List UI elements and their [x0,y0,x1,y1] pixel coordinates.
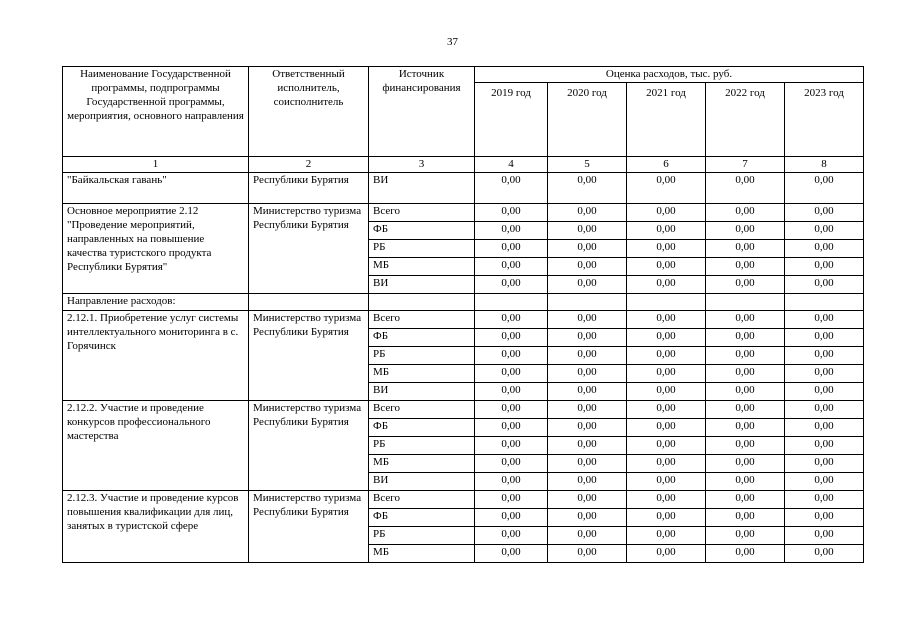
table-row [63,491,864,509]
cost-value: 0,00 [785,329,864,347]
cost-value: 0,00 [548,240,627,258]
table-row [63,173,864,204]
cost-value: 0,00 [706,365,785,383]
cost-value: 0,00 [627,329,706,347]
cost-value: 0,00 [548,419,627,437]
cost-value: 0,00 [475,311,548,329]
cost-value: 0,00 [706,437,785,455]
column-number: 2 [249,157,369,173]
cost-value: 0,00 [706,222,785,240]
funding-source: ВИ [369,276,475,294]
cost-value: 0,00 [785,491,864,509]
empty-cell [706,294,785,311]
executor: Министерство туризма Республики Бурятия [249,311,369,401]
cost-value: 0,00 [627,527,706,545]
column-number: 1 [63,157,249,173]
cost-value: 0,00 [627,311,706,329]
cost-value: 0,00 [785,473,864,491]
cost-value: 0,00 [706,509,785,527]
cost-value: 0,00 [706,527,785,545]
cost-value: 0,00 [627,509,706,527]
empty-cell [627,294,706,311]
cost-value: 0,00 [706,240,785,258]
cost-value: 0,00 [627,347,706,365]
funding-source: МБ [369,455,475,473]
empty-cell [548,294,627,311]
cost-value: 0,00 [785,419,864,437]
funding-source: РБ [369,347,475,365]
cost-value: 0,00 [475,276,548,294]
cost-value: 0,00 [475,329,548,347]
cost-value: 0,00 [785,401,864,419]
cost-value: 0,00 [548,329,627,347]
cost-value: 0,00 [785,509,864,527]
funding-source: ВИ [369,383,475,401]
cost-value: 0,00 [475,240,548,258]
cost-value: 0,00 [627,204,706,222]
funding-source: Всего [369,401,475,419]
cost-value: 0,00 [475,383,548,401]
cost-value: 0,00 [627,437,706,455]
activity-name: 2.12.2. Участие и проведение конкурсов профессионального мастерства [63,401,249,491]
cost-value: 0,00 [785,527,864,545]
funding-source: ФБ [369,419,475,437]
cost-value: 0,00 [548,347,627,365]
cost-value: 0,00 [627,401,706,419]
header-year: 2021 год [627,83,706,157]
funding-source: ФБ [369,329,475,347]
funding-source: МБ [369,258,475,276]
cost-value: 0,00 [785,204,864,222]
funding-source: Всего [369,204,475,222]
cost-value: 0,00 [548,455,627,473]
cost-value: 0,00 [627,419,706,437]
column-number: 6 [627,157,706,173]
cost-value: 0,00 [475,222,548,240]
table-row [63,401,864,419]
funding-source: ФБ [369,509,475,527]
cost-value: 0,00 [706,173,785,204]
cost-value: 0,00 [706,473,785,491]
cost-value: 0,00 [785,455,864,473]
table-body [63,173,864,563]
header-source: Источник финансирования [369,67,475,157]
column-number: 3 [369,157,475,173]
cost-value: 0,00 [785,437,864,455]
cost-value: 0,00 [785,222,864,240]
header-year: 2019 год [475,83,548,157]
funding-source: Всего [369,491,475,509]
cost-value: 0,00 [475,173,548,204]
cost-value: 0,00 [548,527,627,545]
executor: Республики Бурятия [249,173,369,204]
cost-value: 0,00 [475,527,548,545]
cost-value: 0,00 [627,276,706,294]
page-number: 37 [447,36,458,48]
funding-source: ВИ [369,473,475,491]
cost-value: 0,00 [548,401,627,419]
header-executor: Ответственный исполнитель, соисполнитель [249,67,369,157]
cost-value: 0,00 [785,258,864,276]
cost-value: 0,00 [548,473,627,491]
funding-source: РБ [369,240,475,258]
cost-value: 0,00 [785,311,864,329]
cost-value: 0,00 [475,258,548,276]
cost-value: 0,00 [548,311,627,329]
cost-value: 0,00 [548,437,627,455]
cost-value: 0,00 [627,365,706,383]
executor: Министерство туризма Республики Бурятия [249,204,369,294]
header-year: 2022 год [706,83,785,157]
funding-source: МБ [369,545,475,563]
cost-value: 0,00 [475,419,548,437]
cost-value: 0,00 [475,347,548,365]
header-cost: Оценка расходов, тыс. руб. [475,67,864,83]
cost-value: 0,00 [706,545,785,563]
cost-value: 0,00 [785,545,864,563]
activity-name: Основное мероприятие 2.12 "Проведение мероприятий, направленных на повышение качества туристского продукта Республики Бурятия" [63,204,249,294]
funding-source: МБ [369,365,475,383]
cost-value: 0,00 [548,491,627,509]
cost-value: 0,00 [548,204,627,222]
cost-value: 0,00 [627,491,706,509]
cost-value: 0,00 [706,347,785,365]
cost-value: 0,00 [475,401,548,419]
direction-label: Направление расходов: [63,294,249,311]
header-year: 2023 год [785,83,864,157]
column-number: 4 [475,157,548,173]
cost-value: 0,00 [475,473,548,491]
cost-value: 0,00 [475,545,548,563]
cost-value: 0,00 [706,204,785,222]
empty-cell [475,294,548,311]
cost-value: 0,00 [475,491,548,509]
cost-value: 0,00 [548,276,627,294]
table-row [63,311,864,329]
cost-value: 0,00 [706,383,785,401]
cost-value: 0,00 [627,455,706,473]
cost-value: 0,00 [475,365,548,383]
empty-cell [785,294,864,311]
cost-value: 0,00 [548,509,627,527]
cost-value: 0,00 [627,222,706,240]
cost-value: 0,00 [627,173,706,204]
cost-value: 0,00 [548,258,627,276]
cost-value: 0,00 [627,383,706,401]
activity-name: 2.12.3. Участие и проведение курсов повышения квалификации для лиц, занятых в туристской сфере [63,491,249,563]
activity-name: "Байкальская гавань" [63,173,249,204]
executor: Министерство туризма Республики Бурятия [249,491,369,563]
cost-value: 0,00 [475,437,548,455]
expense-table [62,66,864,563]
column-number: 5 [548,157,627,173]
cost-value: 0,00 [475,455,548,473]
cost-value: 0,00 [548,383,627,401]
cost-value: 0,00 [785,383,864,401]
funding-source: ФБ [369,222,475,240]
cost-value: 0,00 [475,509,548,527]
cost-value: 0,00 [548,222,627,240]
activity-name: 2.12.1. Приобретение услуг системы интеллектуального мониторинга в с. Горячинск [63,311,249,401]
column-number: 8 [785,157,864,173]
funding-source: Всего [369,311,475,329]
cost-value: 0,00 [627,240,706,258]
cost-value: 0,00 [706,311,785,329]
executor: Министерство туризма Республики Бурятия [249,401,369,491]
cost-value: 0,00 [706,491,785,509]
cost-value: 0,00 [706,419,785,437]
column-number: 7 [706,157,785,173]
funding-source: РБ [369,527,475,545]
cost-value: 0,00 [785,347,864,365]
header-year: 2020 год [548,83,627,157]
cost-value: 0,00 [706,329,785,347]
table-row [63,204,864,222]
cost-value: 0,00 [627,258,706,276]
funding-source: ВИ [369,173,475,204]
empty-cell [249,294,369,311]
cost-value: 0,00 [706,401,785,419]
cost-value: 0,00 [785,276,864,294]
cost-value: 0,00 [785,365,864,383]
cost-value: 0,00 [706,455,785,473]
cost-value: 0,00 [475,204,548,222]
cost-value: 0,00 [706,276,785,294]
cost-value: 0,00 [548,365,627,383]
cost-value: 0,00 [627,473,706,491]
funding-source: РБ [369,437,475,455]
cost-value: 0,00 [785,240,864,258]
header-name: Наименование Государственной программы, подпрограммы Государственной программы, мероприятия, основного направления [63,67,249,157]
cost-value: 0,00 [548,173,627,204]
cost-value: 0,00 [785,173,864,204]
cost-value: 0,00 [627,545,706,563]
direction-row [63,294,864,311]
cost-value: 0,00 [548,545,627,563]
empty-cell [369,294,475,311]
cost-value: 0,00 [706,258,785,276]
